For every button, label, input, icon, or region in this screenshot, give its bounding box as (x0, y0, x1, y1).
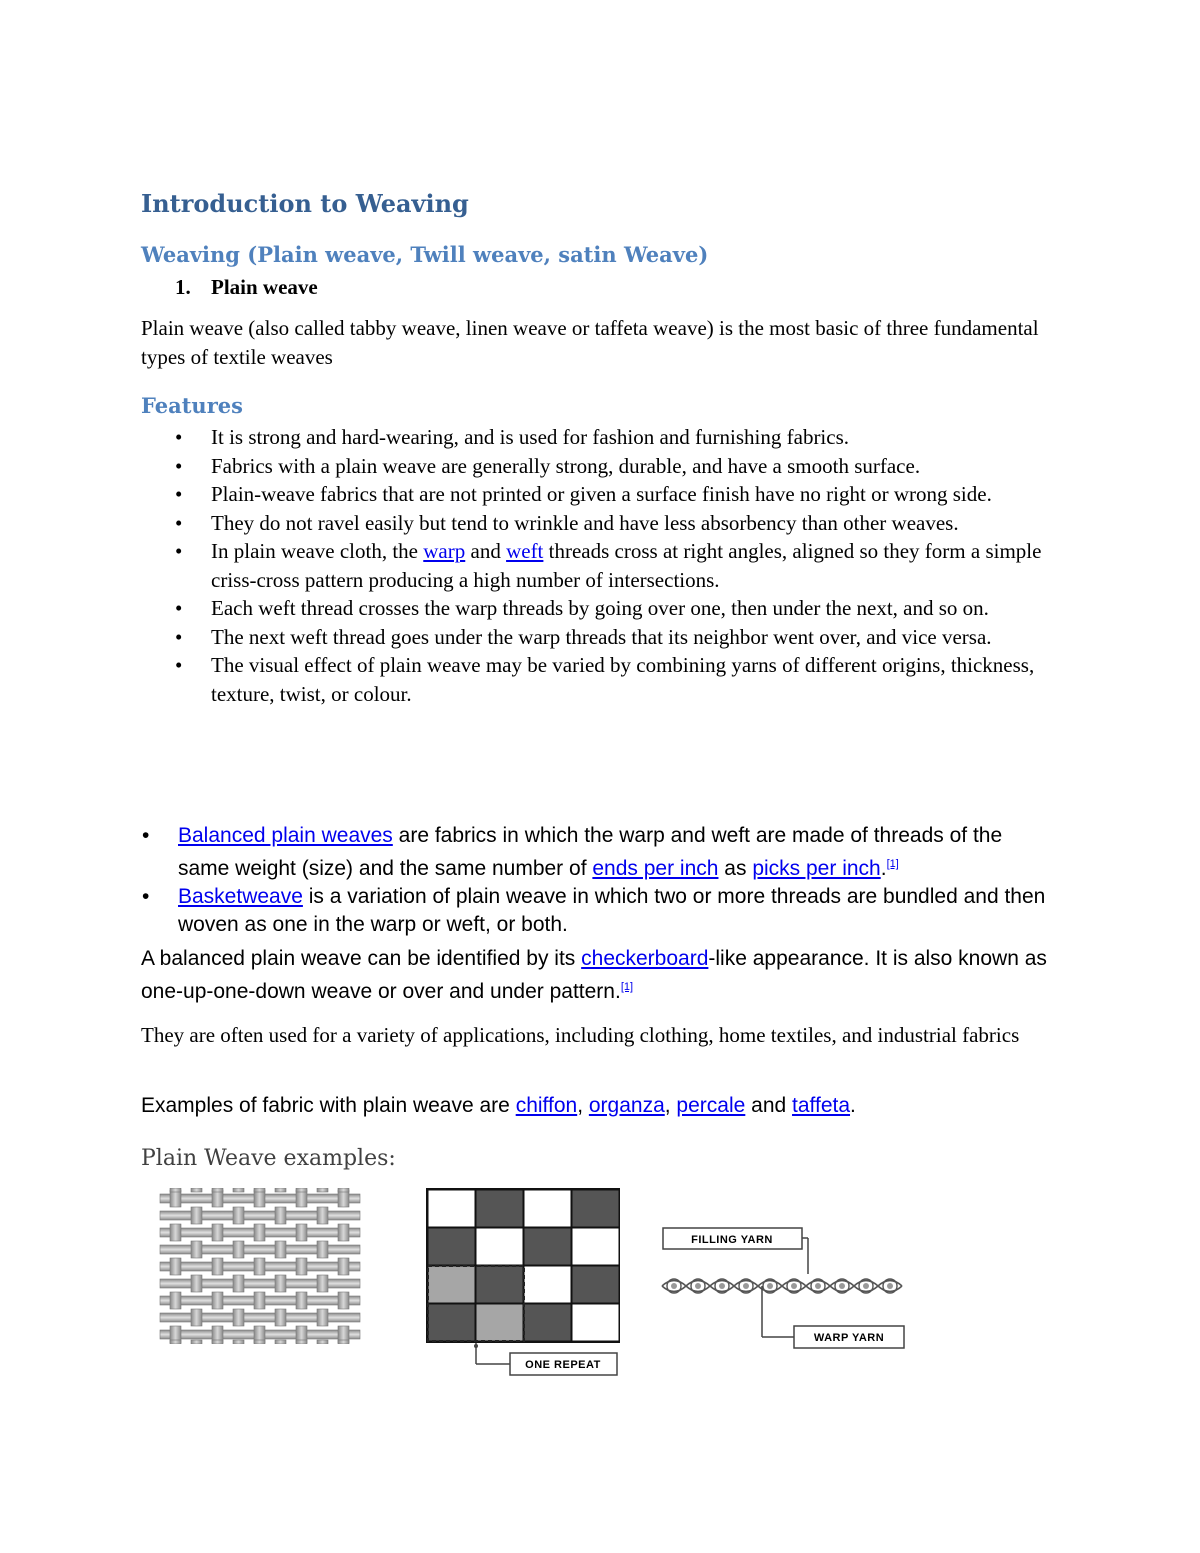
checker-cell (525, 1305, 571, 1341)
bullet: • (142, 885, 150, 908)
checker-cell (477, 1267, 523, 1303)
features-heading: Features (141, 393, 243, 418)
list-item: • Plain-weave fabrics that are not printed or given a surface finish have no right or wrong side. (211, 480, 1066, 509)
list-item: • The next weft thread goes under the warp threads that its neighbor went over, and vice versa. (211, 623, 1066, 652)
weft-link[interactable]: weft (506, 539, 544, 563)
warp-segment (275, 1207, 286, 1224)
checker-cell (525, 1229, 571, 1265)
warp-segment (212, 1224, 223, 1241)
warp-end (233, 1188, 244, 1192)
percale-link[interactable]: percale (676, 1094, 746, 1117)
warp-yarn-core (887, 1283, 893, 1289)
basketweave-link[interactable]: Basketweave (178, 885, 303, 908)
item-label: Plain weave (211, 275, 318, 299)
warp-segment (254, 1190, 265, 1207)
warp-segment (170, 1224, 181, 1241)
bullet: • (175, 453, 183, 478)
bullet: • (175, 624, 183, 649)
warp-segment (317, 1309, 328, 1326)
warp-segment (191, 1207, 202, 1224)
checker-cell (573, 1229, 619, 1265)
warp-end (296, 1340, 307, 1344)
applications-paragraph: They are often used for a variety of applications, including clothing, home textiles, and industrial fabrics (141, 1023, 1020, 1047)
warp-segment (191, 1275, 202, 1292)
warp-segment (212, 1258, 223, 1275)
bullet: • (175, 596, 183, 620)
checkerboard-link[interactable]: checkerboard (581, 947, 709, 970)
warp-end (275, 1340, 286, 1344)
numbered-item (175, 275, 318, 300)
checker-cell (429, 1267, 475, 1303)
warp-end (233, 1340, 244, 1344)
organza-link[interactable]: organza (588, 1094, 665, 1117)
examples-heading: Plain Weave examples: (141, 1146, 396, 1171)
weft-thread (160, 1211, 360, 1220)
warp-end (317, 1188, 328, 1192)
warp-end (296, 1188, 307, 1192)
warp-segment (254, 1292, 265, 1309)
warp-segment (233, 1241, 244, 1258)
bullet: • (175, 425, 183, 449)
checker-cell (525, 1191, 571, 1227)
warp-yarn-core (839, 1283, 845, 1289)
warp-segment (191, 1241, 202, 1258)
warp-end (254, 1340, 265, 1344)
intro-paragraph: Plain weave (also called tabby weave, linen weave or taffeta weave) is the most basic of three fundamental types of textile weaves (141, 316, 1039, 369)
warp-yarn-core (815, 1283, 821, 1289)
warp-end (212, 1188, 223, 1192)
bullet: • (175, 482, 183, 506)
checker-cell (477, 1191, 523, 1227)
warp-segment (212, 1190, 223, 1207)
warp-segment (296, 1292, 307, 1309)
checkerboard-diagram (426, 1188, 622, 1378)
warp-end (275, 1188, 286, 1192)
bullet: • (175, 653, 183, 677)
checker-cell (429, 1191, 475, 1227)
checker-cell (573, 1305, 619, 1341)
features-list (175, 423, 1066, 708)
warp-end (191, 1188, 202, 1192)
section-subtitle: Weaving (Plain weave, Twill weave, satin Weave) (141, 242, 709, 267)
warp-segment (254, 1224, 265, 1241)
warp-segment (338, 1258, 349, 1275)
list-item: • Basketweave is a variation of plain weave in which two or more threads are bundled and then woven as one in the warp or weft, or both. (142, 885, 1046, 936)
warp-end (254, 1188, 265, 1192)
warp-segment (170, 1292, 181, 1309)
ends-per-inch-link[interactable]: ends per inch (592, 857, 719, 880)
weft-thread (160, 1245, 360, 1254)
warp-segment (317, 1241, 328, 1258)
balanced-list (142, 822, 1058, 939)
warp-segment (317, 1275, 328, 1292)
checker-cell (525, 1267, 571, 1303)
warp-segment (233, 1275, 244, 1292)
list-item: • In plain weave cloth, the warp and weft threads cross at right angles, aligned so they form a simple criss-cross pattern producing a high number of intersections. (175, 539, 1042, 592)
warp-yarn-core (719, 1283, 725, 1289)
warp-yarn-core (767, 1283, 773, 1289)
plain-weave-illustration (158, 1188, 362, 1344)
filling-yarn-label: FILLING YARN (691, 1234, 773, 1246)
warp-segment (275, 1241, 286, 1258)
warp-yarn-core (791, 1283, 797, 1289)
warp-segment (338, 1224, 349, 1241)
page-title: Introduction to Weaving (141, 189, 469, 218)
warp-yarn-core (671, 1283, 677, 1289)
balanced-plain-weaves-link[interactable]: Balanced plain weaves (178, 824, 393, 847)
warp-segment (317, 1207, 328, 1224)
reference-link[interactable]: [1] (620, 981, 634, 993)
reference-link[interactable]: [1] (886, 858, 899, 870)
list-item: • Fabrics with a plain weave are generally strong, durable, and have a smooth surface. (211, 452, 1066, 481)
list-item: • The visual effect of plain weave may be varied by combining yarns of different origins, thickness, texture, twist, or colour. (175, 653, 1035, 706)
one-repeat-label: ONE REPEAT (525, 1359, 601, 1371)
checker-cell (429, 1305, 475, 1341)
item-number: 1. (175, 275, 191, 299)
checker-cell (477, 1229, 523, 1265)
warp-yarn-core (863, 1283, 869, 1289)
warp-yarn-core (743, 1283, 749, 1289)
checker-cell (477, 1305, 523, 1341)
warp-segment (296, 1258, 307, 1275)
warp-end (317, 1340, 328, 1344)
warp-end (212, 1340, 223, 1344)
warp-segment (170, 1190, 181, 1207)
warp-segment (170, 1258, 181, 1275)
warp-segment (191, 1309, 202, 1326)
warp-end (338, 1188, 349, 1192)
list-item: • Each weft thread crosses the warp threads by going over one, then under the next, and so on. (211, 594, 1066, 623)
warp-segment (296, 1190, 307, 1207)
picks-per-inch-link[interactable]: picks per inch (752, 857, 881, 880)
chiffon-link[interactable]: chiffon (515, 1094, 578, 1117)
warp-end (338, 1340, 349, 1344)
examples-paragraph: Examples of fabric with plain weave are chiffon, organza, percale and taffeta. (141, 1094, 856, 1117)
list-item: • It is strong and hard-wearing, and is used for fashion and furnishing fabrics. (211, 423, 1066, 452)
warp-segment (212, 1292, 223, 1309)
warp-segment (338, 1292, 349, 1309)
bullet: • (175, 510, 183, 535)
yarn-cross-section-diagram (660, 1224, 910, 1354)
warp-yarn-label: WARP YARN (813, 1332, 885, 1344)
warp-link[interactable]: warp (423, 539, 466, 563)
warp-segment (338, 1190, 349, 1207)
warp-yarn-core (695, 1283, 701, 1289)
weft-thread (160, 1279, 360, 1288)
warp-segment (233, 1207, 244, 1224)
warp-segment (296, 1224, 307, 1241)
warp-end (170, 1340, 181, 1344)
warp-end (170, 1188, 181, 1192)
taffeta-link[interactable]: taffeta (792, 1094, 851, 1117)
warp-segment (275, 1309, 286, 1326)
weft-thread (160, 1313, 360, 1322)
warp-segment (275, 1275, 286, 1292)
checker-cell (429, 1229, 475, 1265)
checkerboard-paragraph: A balanced plain weave can be identified by its checkerboard-like appearance. It is also known as one-up-one-down weave or over and under pattern.[1] (141, 947, 1047, 1003)
bullet: • (175, 539, 183, 563)
bullet: • (142, 824, 150, 847)
warp-end (191, 1340, 202, 1344)
list-item: • Balanced plain weaves are fabrics in which the warp and weft are made of threads of the same weight (size) and the same number of ends per inch as picks per inch.[1] (142, 824, 1003, 880)
list-item: • They do not ravel easily but tend to wrinkle and have less absorbency than other weaves. (211, 509, 1066, 538)
warp-segment (254, 1258, 265, 1275)
checker-cell (573, 1191, 619, 1227)
checker-cell (573, 1267, 619, 1303)
warp-segment (233, 1309, 244, 1326)
